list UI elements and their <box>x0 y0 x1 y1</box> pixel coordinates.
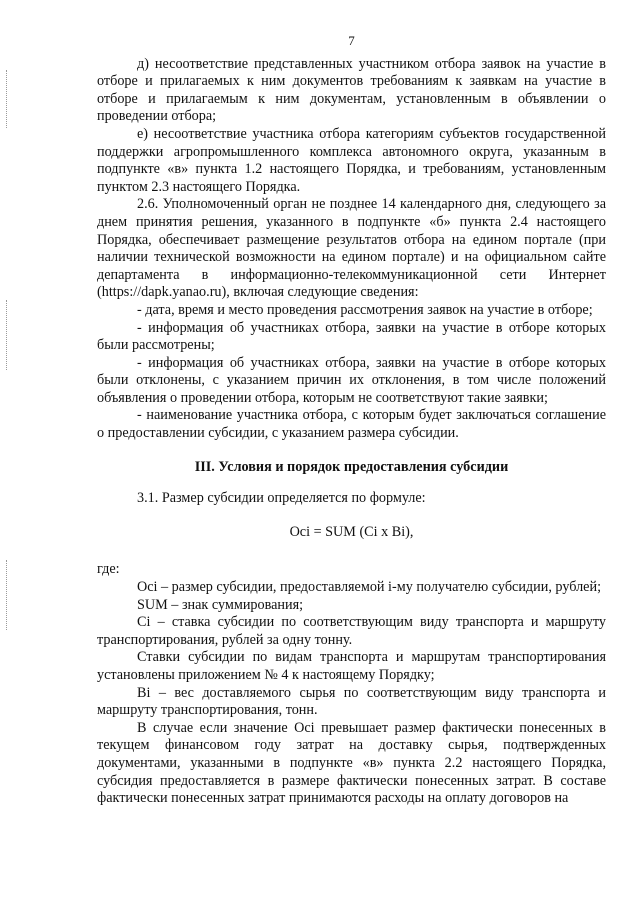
section-heading: III. Условия и порядок предоставления субсидии <box>194 458 509 475</box>
definition-bi: Bi – вес доставляемого сырья по соответствующим виду транспорта и маршруту транспортирования, тонн. <box>97 684 606 719</box>
paragraph-2-6: 2.6. Уполномоченный орган не позднее 14 календарного дня, следующего за днем принятия решения, указанного в подпункте «б» пункта 2.4 настоящего Порядка, обеспечивает размещение результатов отбора на едином портале (при наличии технической возможности на едином портале) и на официальном сайте департамента в информационно-телекоммуникационной сети Интернет (https://dapk.yanao.ru), включая следующие сведения: <box>97 196 606 301</box>
definition-sum: SUM – знак суммирования; <box>137 596 304 613</box>
list-item: - наименование участника отбора, с которым будет заключаться соглашение о предоставлении субсидии, с указанием размера субсидии. <box>97 407 606 442</box>
paragraph-item-e: е) несоответствие участника отбора категориям субъектов государственной поддержки агропромышленного комплекса автономного округа, указанным в подпункте «в» пункта 1.2 настоящего Порядка, и требованиям, установленным пунктом 2.3 настоящего Порядка. <box>97 125 606 195</box>
list-item: - информация об участниках отбора, заявки на участие в отборе которых были отклонены, с указанием причин их отклонения, в том числе положений объявления о проведении отбора, которым не соответствуют такие заявки; <box>97 354 606 406</box>
scan-edge-mark <box>6 70 8 128</box>
scan-edge-mark <box>6 300 8 370</box>
where-label: где: <box>97 561 120 578</box>
list-item: - информация об участниках отбора, заявки на участие в отборе которых были рассмотрены; <box>97 319 606 354</box>
scan-edge-mark <box>6 560 8 630</box>
definition-oci: Oci – размер субсидии, предоставляемой i-му получателю субсидии, рублей; <box>137 579 602 596</box>
paragraph-item-d: д) несоответствие представленных участником отбора заявок на участие в отборе и прилагаемых к ним документов требованиям к заявкам на участие в отборе и прилагаемым к ним документам, установленным в объявлении о проведении отбора; <box>97 55 606 125</box>
formula-intro: 3.1. Размер субсидии определяется по формуле: <box>137 490 426 507</box>
subsidy-formula: Oci = SUM (Ci x Bi), <box>289 523 414 540</box>
definition-ci: Ci – ставка субсидии по соответствующим виду транспорта и маршруту транспортирования, рублей за одну тонну. <box>97 614 606 648</box>
list-item: - дата, время и место проведения рассмотрения заявок на участие в отборе; <box>137 301 593 318</box>
definition-rates: Ставки субсидии по видам транспорта и маршрутам транспортирования установлены приложением № 4 к настоящему Порядку; <box>97 649 606 683</box>
page-number: 7 <box>348 33 355 48</box>
paragraph-actual-costs: В случае если значение Oci превышает размер фактически понесенных в текущем финансовом году затрат на доставку сырья, подтвержденных документами, указанными в подпункте «в» пункта 2.2 настоящего Порядка, субсидия предоставляется в размере фактически понесенных затрат. В составе фактически понесенных затрат принимаются расходы на оплату договоров на <box>97 719 606 807</box>
